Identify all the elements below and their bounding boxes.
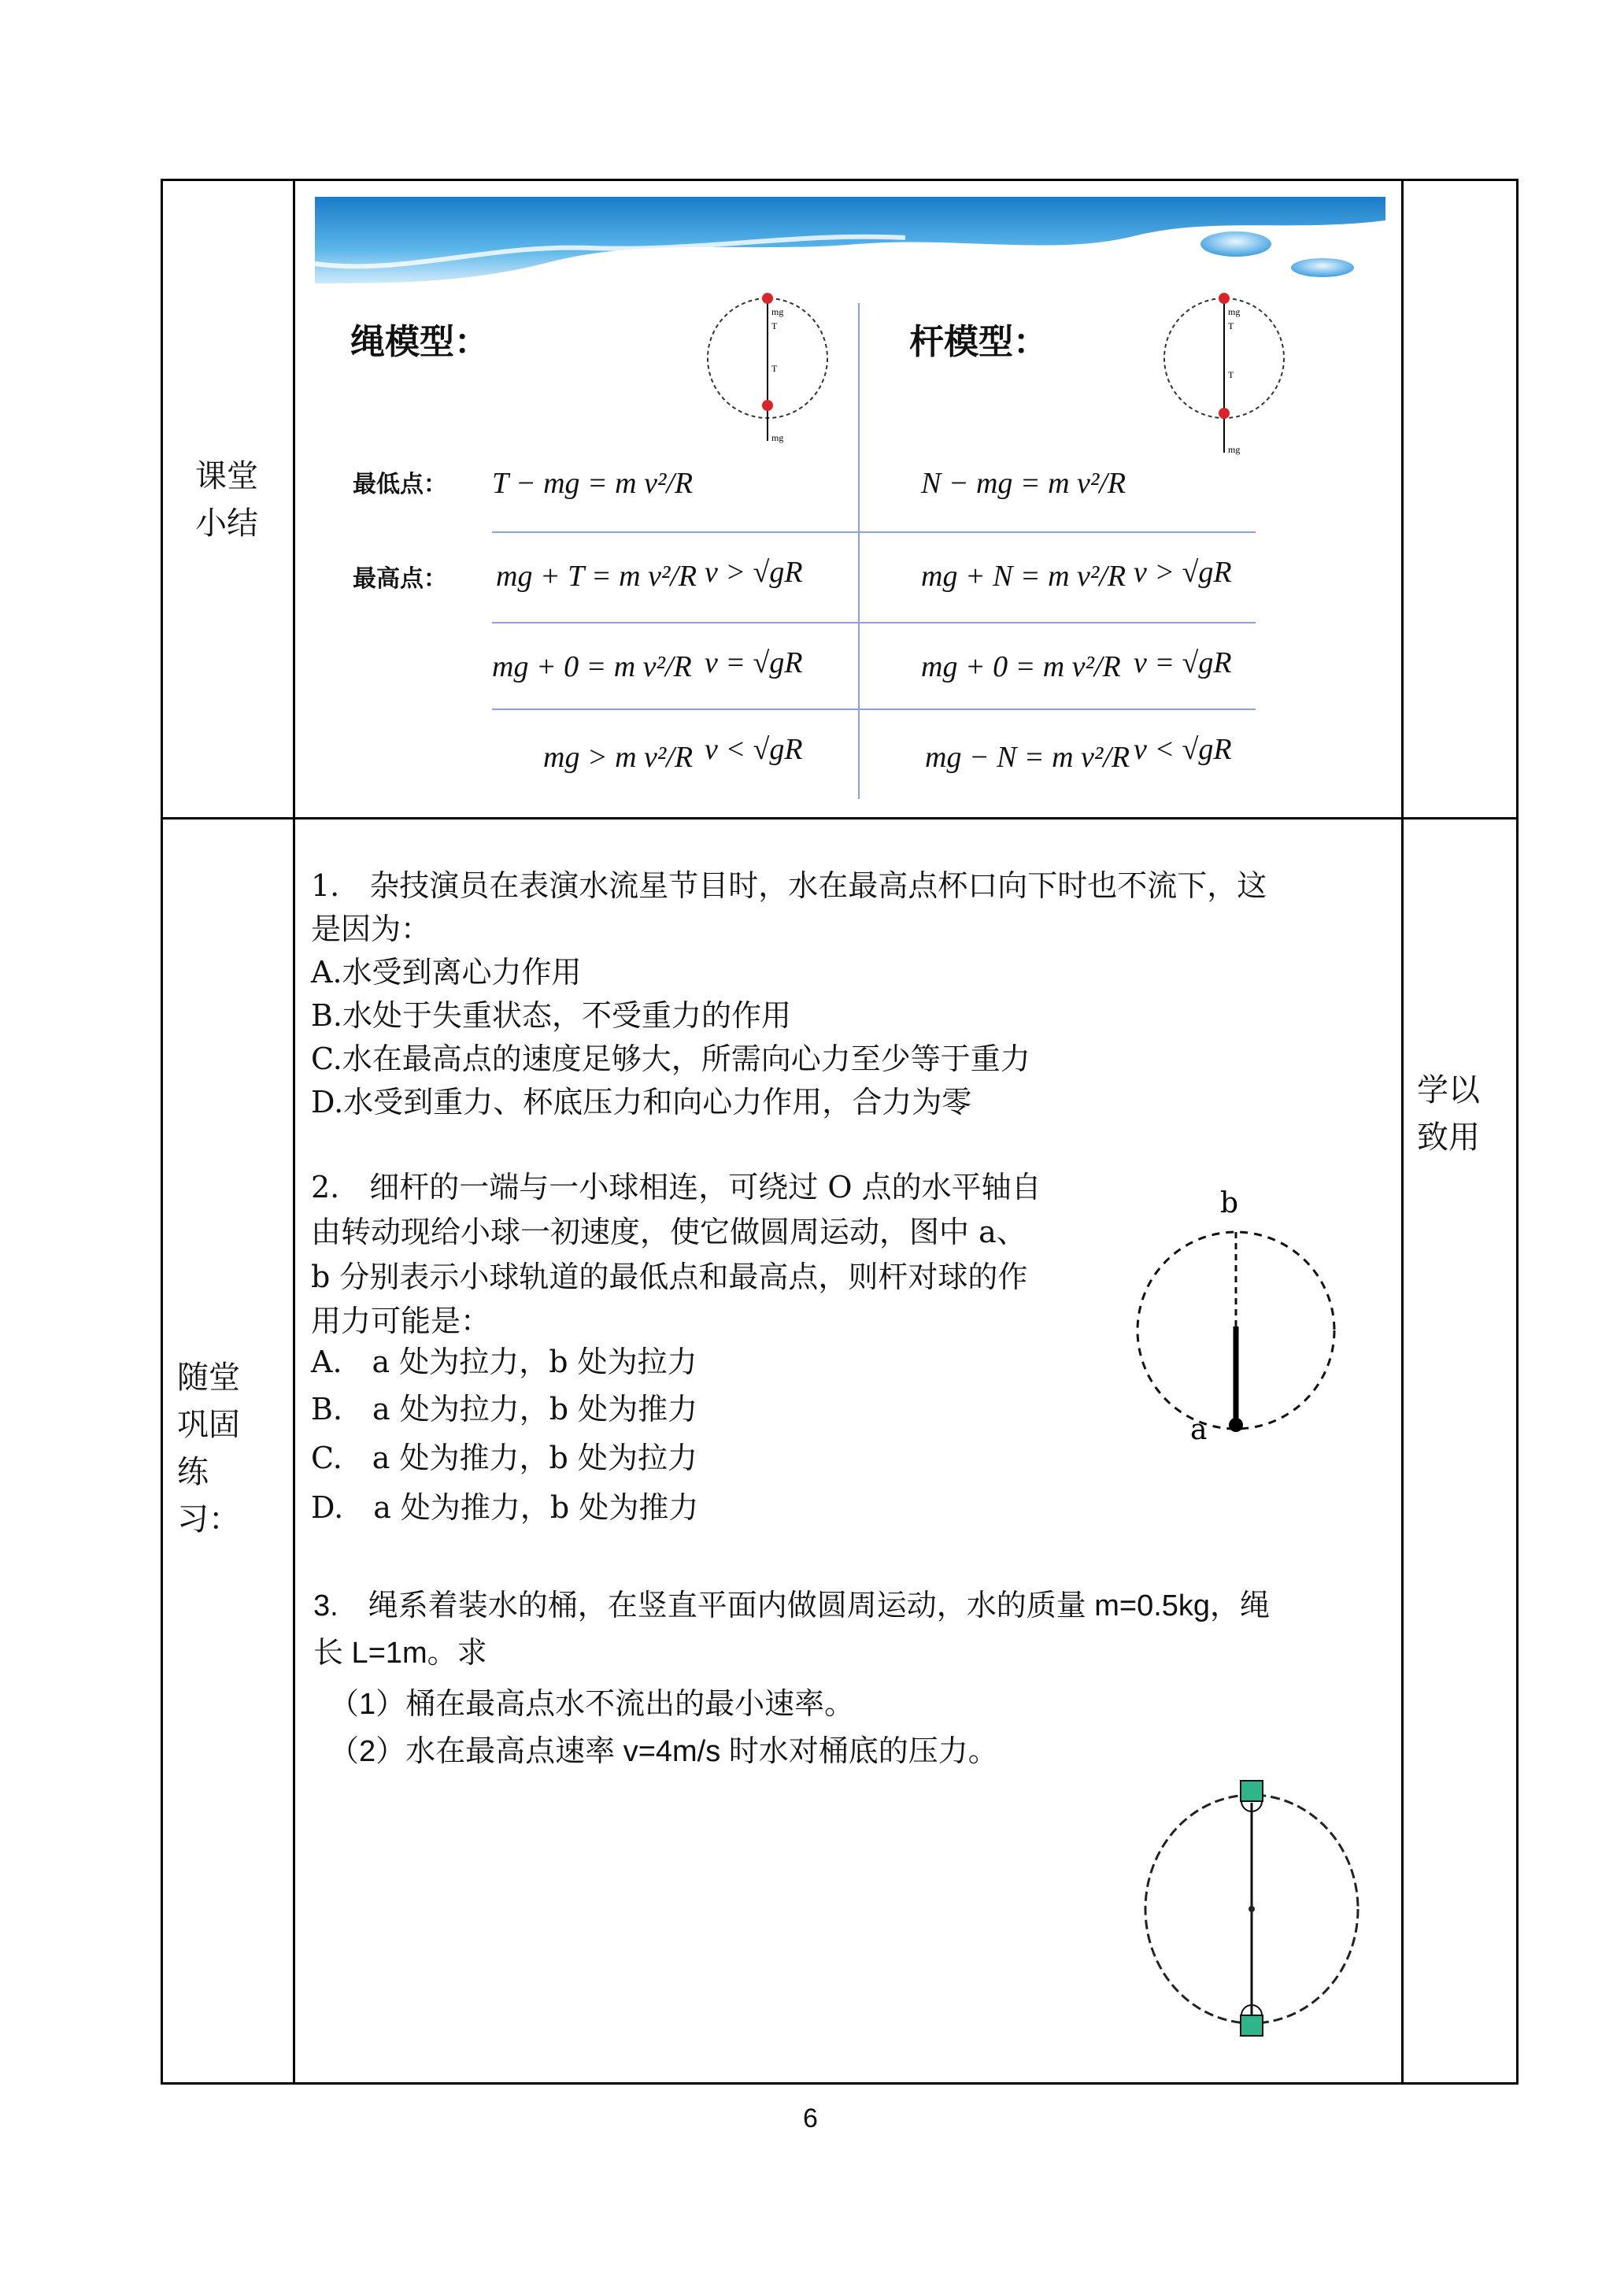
q3-top-bucket: [1241, 1781, 1263, 1801]
rope-top-ball: [762, 293, 773, 304]
rod-t-top-label: T: [1228, 320, 1234, 331]
formula-rod-high-1: mg + N = m v²/R: [921, 560, 1126, 593]
formula-rod-low: N − mg = m v²/R: [921, 467, 1126, 500]
formula-rope-high-2: mg + 0 = m v²/R: [492, 650, 692, 683]
q3-sub2: （2）水在最高点速率 v=4m/s 时水对桶底的压力。: [329, 1735, 998, 1768]
formula-rod-high-1-cond: v > √gR: [1134, 556, 1232, 589]
q1-option-a: A.水受到离心力作用: [311, 955, 582, 990]
side-label-line2: 致用: [1417, 1119, 1480, 1156]
formula-rope-high-2-cond: v = √gR: [705, 646, 803, 679]
table-col-divider-1: [293, 179, 295, 2085]
rod-top-ball: [1219, 293, 1230, 304]
formula-rope-high-1: mg + T = m v²/R: [496, 560, 697, 593]
summary-sep-2: [492, 622, 1256, 623]
table-row-divider: [161, 817, 1519, 820]
formula-rope-high-1-cond: v > √gR: [705, 556, 803, 589]
q2-line4: 用力可能是：: [311, 1304, 491, 1338]
rod-mg-bottom-label: mg: [1228, 444, 1241, 455]
rod-t-bottom-label: T: [1228, 369, 1234, 380]
table-bottom-border: [161, 2082, 1519, 2085]
q2-option-b: B. a 处为拉力，b 处为推力: [311, 1392, 698, 1426]
side-label: [1417, 1067, 1480, 1161]
q3-line1: 3. 绳系着装水的桶，在竖直平面内做圆周运动，水的质量 m=0.5kg，绳: [313, 1589, 1271, 1622]
q2-option-c: C. a 处为推力，b 处为拉力: [311, 1441, 697, 1475]
q3-center: [1249, 1906, 1255, 1912]
practice-label-line4: 习：: [177, 1501, 240, 1537]
rod-model-title: 杆模型：: [909, 322, 1048, 362]
q2-line3: b 分别表示小球轨道的最低点和最高点，则杆对球的作: [311, 1260, 1028, 1294]
rope-model-title: 绳模型：: [350, 322, 489, 362]
formula-rod-high-3: mg − N = m v²/R: [925, 741, 1130, 774]
rope-t-top-label: T: [771, 320, 778, 331]
formula-rope-high-3-cond: v < √gR: [705, 733, 803, 766]
q2-option-a: A. a 处为拉力，b 处为拉力: [311, 1345, 697, 1379]
practice-label-line2: 巩固: [177, 1407, 240, 1443]
practice-label-line3: 练: [177, 1454, 209, 1490]
practice-label-line1: 随堂: [177, 1360, 240, 1396]
q3-bottom-bucket: [1241, 2015, 1263, 2036]
formula-rod-high-2: mg + 0 = m v²/R: [921, 650, 1121, 683]
q3-bucket-diagram: [1126, 1779, 1378, 2039]
q2-line1: 2. 细杆的一端与一小球相连，可绕过 O 点的水平轴自: [311, 1170, 1041, 1204]
q3-line2: 长 L=1m。求: [313, 1637, 487, 1670]
q1-line2: 是因为：: [311, 912, 431, 946]
formula-rope-high-3: mg > m v²/R: [543, 741, 694, 774]
q1-line1: 1. 杂技演员在表演水流星节目时，水在最高点杯口向下时也不流下，这: [311, 868, 1267, 903]
summary-label-line2: 小结: [195, 505, 258, 542]
q2-line2: 由转动现给小球一初速度，使它做圆周运动，图中 a、: [311, 1215, 1027, 1249]
table-right-border: [1516, 179, 1519, 2085]
formula-rope-low: T − mg = m v²/R: [492, 467, 694, 500]
table-top-border: [161, 179, 1519, 181]
summary-sep-3: [492, 709, 1256, 710]
q2-ball: [1229, 1418, 1243, 1432]
formula-rod-high-3-cond: v < √gR: [1134, 733, 1232, 766]
summary-label-line1: 课堂: [195, 458, 258, 494]
formula-rod-high-2-cond: v = √gR: [1134, 646, 1232, 679]
q3-sub1: （1）桶在最高点水不流出的最小速率。: [329, 1688, 855, 1721]
rope-mg-top-label: mg: [771, 306, 784, 317]
rope-mg-bottom-label: mg: [771, 432, 784, 443]
rope-t-bottom-label: T: [771, 363, 778, 374]
rope-circle-diagram: [701, 279, 834, 461]
page-number: 6: [803, 2103, 818, 2133]
summary-center-divider: [858, 303, 860, 799]
q1-option-d: D.水受到重力、杯底压力和向心力作用，合力为零: [311, 1085, 972, 1119]
q1-option-c: C.水在最高点的速度足够大，所需向心力至少等于重力: [311, 1042, 1030, 1076]
table-col-divider-2: [1401, 179, 1404, 2085]
rod-mg-top-label: mg: [1228, 306, 1241, 317]
q2-option-d: D. a 处为推力，b 处为推力: [311, 1490, 699, 1525]
practice-row-label: [177, 1354, 240, 1543]
q2-rod-diagram: [1118, 1189, 1354, 1449]
q1-option-b: B.水处于失重状态，不受重力的作用: [311, 998, 792, 1033]
rod-circle-diagram: [1161, 279, 1295, 461]
highest-point-label: 最高点：: [353, 565, 447, 593]
lowest-point-label: 最低点：: [353, 471, 447, 498]
rod-bottom-ball: [1219, 408, 1230, 419]
side-label-line1: 学以: [1417, 1072, 1480, 1108]
q2-label-a: a: [1190, 1414, 1208, 1446]
q2-label-b: b: [1220, 1189, 1239, 1219]
rope-bottom-ball: [762, 400, 773, 411]
summary-row-label: [195, 453, 258, 547]
table-left-border: [161, 179, 163, 2085]
summary-slide: [307, 189, 1389, 811]
summary-sep-1: [492, 531, 1256, 533]
